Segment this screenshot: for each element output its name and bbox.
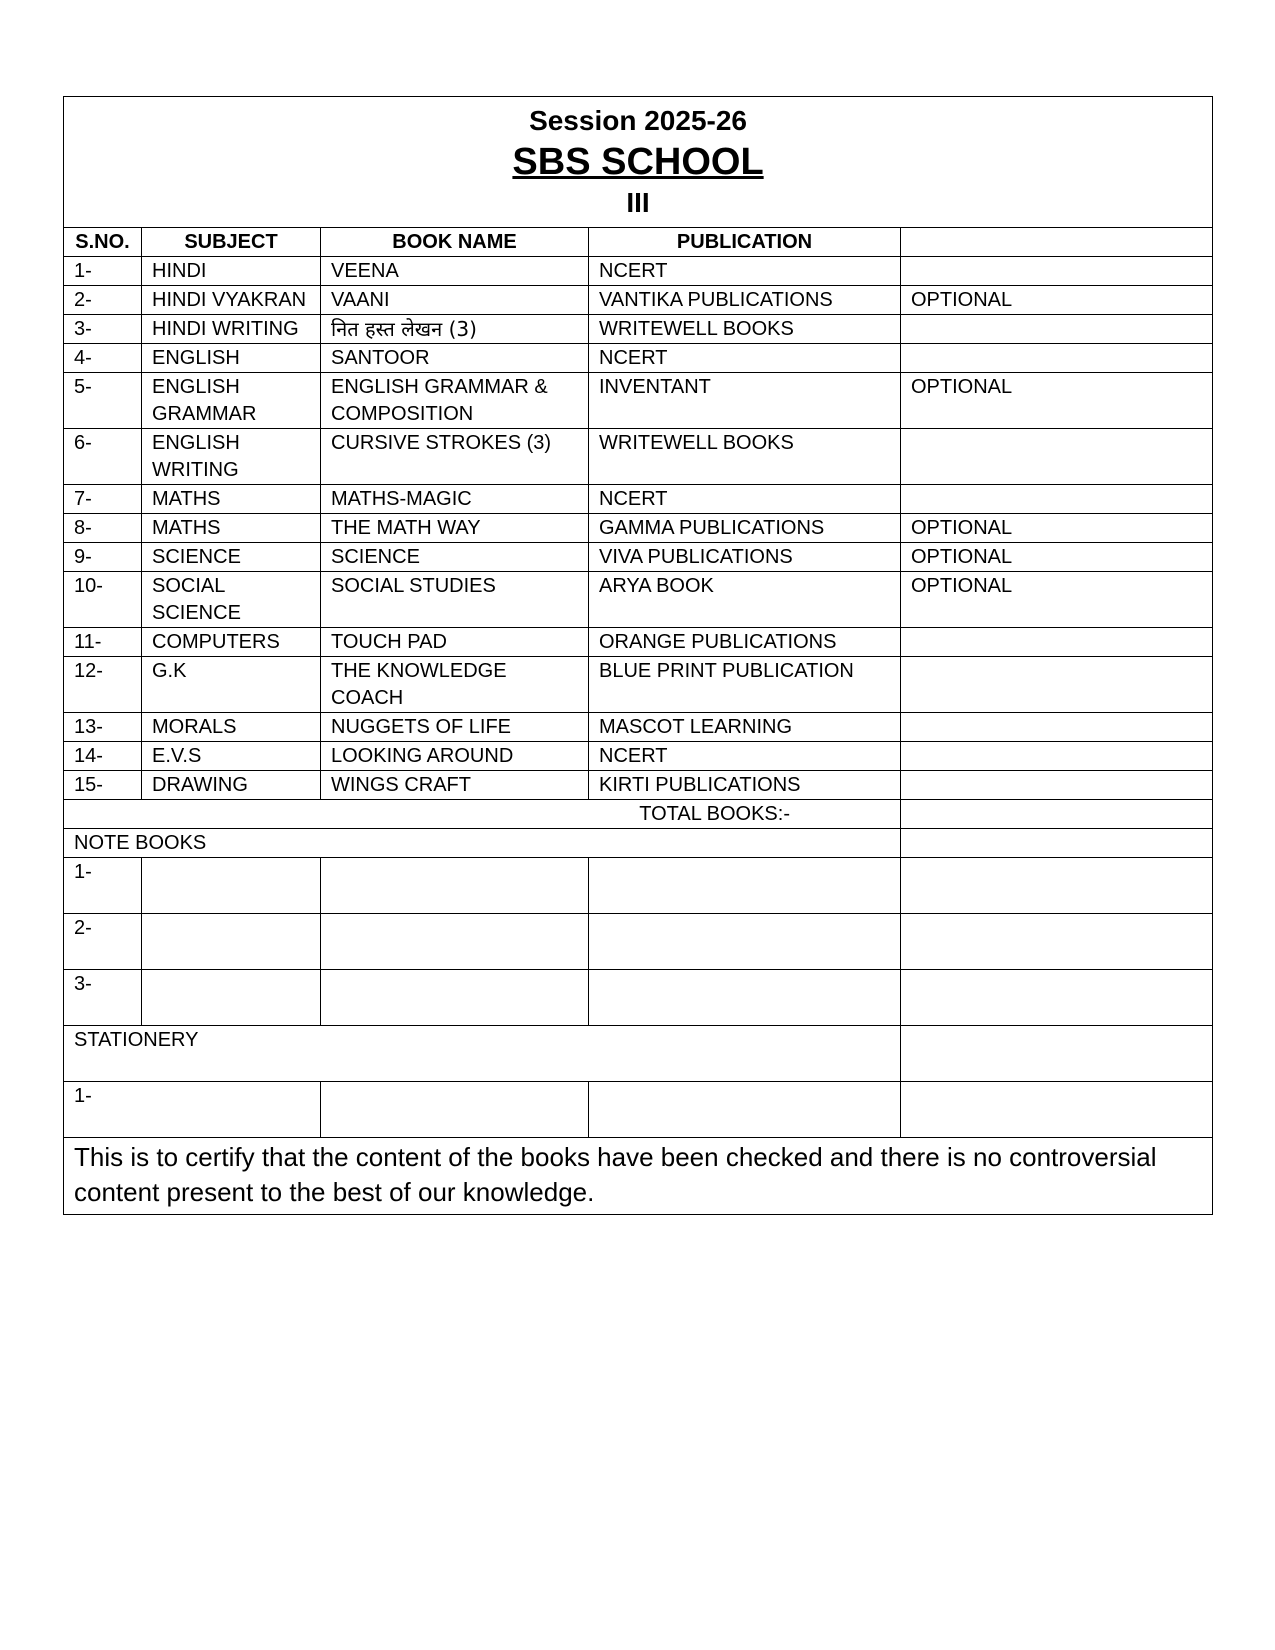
book-publication-cell: VIVA PUBLICATIONS [589,543,901,572]
total-books-row [64,800,1213,829]
book-row [64,429,1213,485]
book-row [64,257,1213,286]
book-name-cell: WINGS CRAFT [321,771,589,800]
book-publication-cell: MASCOT LEARNING [589,713,901,742]
book-row [64,286,1213,315]
book-name-cell: THE MATH WAY [321,514,589,543]
book-subject-cell: G.K [142,657,321,713]
book-publication-cell: NCERT [589,485,901,514]
book-sno-cell: 1- [64,257,142,286]
book-name-cell: THE KNOWLEDGE COACH [321,657,589,713]
book-publication-cell: WRITEWELL BOOKS [589,315,901,344]
book-row [64,657,1213,713]
book-remark-cell: OPTIONAL [901,543,1213,572]
book-subject-cell: ENGLISH [142,344,321,373]
book-subject-cell: MATHS [142,514,321,543]
book-remark-cell [901,315,1213,344]
notebooks-title: NOTE BOOKS [64,829,901,858]
book-sno-cell: 2- [64,286,142,315]
notebook-sno-cell: 2- [64,914,142,970]
book-name-cell: CURSIVE STROKES (3) [321,429,589,485]
notebook-name-cell [321,970,589,1026]
book-sno-cell: 15- [64,771,142,800]
book-remark-cell [901,713,1213,742]
book-row [64,514,1213,543]
session-title: Session 2025-26 [529,105,747,136]
book-subject-cell: MORALS [142,713,321,742]
book-remark-cell [901,257,1213,286]
book-subject-cell: HINDI VYAKRAN [142,286,321,315]
book-subject-cell: ENGLISH GRAMMAR [142,373,321,429]
book-remark-cell [901,742,1213,771]
col-sno-header: S.NO. [64,228,142,257]
column-header-row [64,228,1213,257]
header-cell [64,97,1213,228]
book-name-cell: MATHS-MAGIC [321,485,589,514]
book-publication-cell: NCERT [589,742,901,771]
total-books-label: TOTAL BOOKS:- [64,800,901,829]
book-remark-cell: OPTIONAL [901,514,1213,543]
notebook-row [64,858,1213,914]
certification-row [64,1138,1213,1215]
book-row [64,713,1213,742]
book-remark-cell: OPTIONAL [901,373,1213,429]
book-remark-cell: OPTIONAL [901,286,1213,315]
book-sno-cell: 8- [64,514,142,543]
book-subject-cell: HINDI WRITING [142,315,321,344]
notebook-row [64,970,1213,1026]
book-name-cell: नित हस्त लेखन (3) [321,315,589,344]
book-name-cell: NUGGETS OF LIFE [321,713,589,742]
book-publication-cell: ORANGE PUBLICATIONS [589,628,901,657]
stationery-sno-cell: 1- [64,1082,321,1138]
book-row [64,572,1213,628]
book-subject-cell: SOCIAL SCIENCE [142,572,321,628]
col-remark-header [901,228,1213,257]
stationery-title-row [64,1026,1213,1082]
book-name-cell: TOUCH PAD [321,628,589,657]
notebook-name-cell [321,858,589,914]
col-book-name-header: BOOK NAME [321,228,589,257]
notebook-publication-cell [589,858,901,914]
notebook-publication-cell [589,914,901,970]
book-subject-cell: HINDI [142,257,321,286]
notebooks-title-extra [901,829,1213,858]
notebook-name-cell [321,914,589,970]
book-name-cell: LOOKING AROUND [321,742,589,771]
notebook-publication-cell [589,970,901,1026]
notebook-remark-cell [901,970,1213,1026]
stationery-row [64,1082,1213,1138]
total-books-value [901,800,1213,829]
book-name-cell: VAANI [321,286,589,315]
certification-text: This is to certify that the content of the books have been checked and there is no controversial content present to the best of our knowledge. [64,1138,1213,1215]
book-sno-cell: 11- [64,628,142,657]
book-subject-cell: DRAWING [142,771,321,800]
book-publication-cell: WRITEWELL BOOKS [589,429,901,485]
book-publication-cell: KIRTI PUBLICATIONS [589,771,901,800]
notebook-subject-cell [142,858,321,914]
book-sno-cell: 14- [64,742,142,771]
notebook-remark-cell [901,858,1213,914]
col-publication-header: PUBLICATION [589,228,901,257]
book-sno-cell: 9- [64,543,142,572]
header-row [64,97,1213,228]
col-subject-header: SUBJECT [142,228,321,257]
book-list-table [63,96,1213,1215]
book-name-cell: ENGLISH GRAMMAR & COMPOSITION [321,373,589,429]
book-row [64,543,1213,572]
book-remark-cell: OPTIONAL [901,572,1213,628]
stationery-item-cell [321,1082,589,1138]
book-row [64,373,1213,429]
book-subject-cell: E.V.S [142,742,321,771]
book-row [64,344,1213,373]
notebook-remark-cell [901,914,1213,970]
book-publication-cell: ARYA BOOK [589,572,901,628]
notebook-subject-cell [142,970,321,1026]
book-subject-cell: MATHS [142,485,321,514]
book-row [64,315,1213,344]
notebook-sno-cell: 3- [64,970,142,1026]
stationery-title-extra [901,1026,1213,1082]
book-remark-cell [901,628,1213,657]
book-remark-cell [901,429,1213,485]
notebook-subject-cell [142,914,321,970]
stationery-publication-cell [589,1082,901,1138]
book-row [64,485,1213,514]
book-sno-cell: 5- [64,373,142,429]
stationery-title: STATIONERY [64,1026,901,1082]
book-sno-cell: 13- [64,713,142,742]
school-name: SBS SCHOOL [512,141,764,183]
book-remark-cell [901,485,1213,514]
book-remark-cell [901,657,1213,713]
book-row [64,628,1213,657]
book-subject-cell: ENGLISH WRITING [142,429,321,485]
book-publication-cell: NCERT [589,344,901,373]
book-sno-cell: 6- [64,429,142,485]
book-name-cell: VEENA [321,257,589,286]
book-sno-cell: 10- [64,572,142,628]
notebook-row [64,914,1213,970]
book-sno-cell: 4- [64,344,142,373]
class-label: III [626,187,650,218]
book-subject-cell: COMPUTERS [142,628,321,657]
book-publication-cell: NCERT [589,257,901,286]
book-row [64,742,1213,771]
book-publication-cell: VANTIKA PUBLICATIONS [589,286,901,315]
book-remark-cell [901,771,1213,800]
book-name-cell: SANTOOR [321,344,589,373]
book-sno-cell: 3- [64,315,142,344]
notebook-sno-cell: 1- [64,858,142,914]
book-sno-cell: 12- [64,657,142,713]
stationery-remark-cell [901,1082,1213,1138]
book-publication-cell: BLUE PRINT PUBLICATION [589,657,901,713]
book-name-cell: SOCIAL STUDIES [321,572,589,628]
book-remark-cell [901,344,1213,373]
book-subject-cell: SCIENCE [142,543,321,572]
book-name-cell: SCIENCE [321,543,589,572]
book-publication-cell: GAMMA PUBLICATIONS [589,514,901,543]
book-publication-cell: INVENTANT [589,373,901,429]
book-sno-cell: 7- [64,485,142,514]
book-row [64,771,1213,800]
notebooks-title-row [64,829,1213,858]
